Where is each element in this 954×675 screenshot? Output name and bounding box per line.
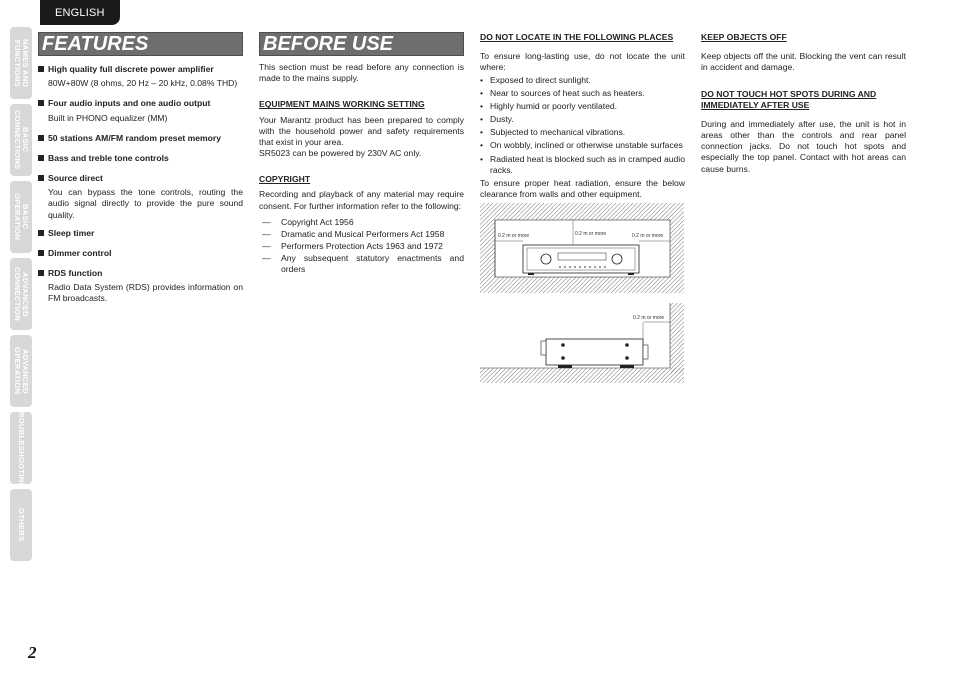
- feature-heading: 50 stations AM/FM random preset memory: [38, 133, 243, 144]
- feature-description: Radio Data System (RDS) provides information on FM broadcasts.: [48, 282, 243, 304]
- side-tab-troubleshooting[interactable]: TROUBLESHOOTING: [10, 412, 32, 484]
- features-title: FEATURES: [38, 32, 243, 56]
- side-tab-advanced-connection[interactable]: ADVANCED CONNECTION: [10, 258, 32, 330]
- feature-heading: High quality full discrete power amplifier: [38, 64, 243, 75]
- side-tab-basic-connections[interactable]: BASIC CONNECTIONS: [10, 104, 32, 176]
- locate-item: • On wobbly, inclined or otherwise unstable surfaces: [480, 140, 685, 151]
- feature-heading: Source direct: [38, 173, 243, 184]
- mains-text: Your Marantz product has been prepared to comply with the household power and safety requirements that exist in your area.: [259, 114, 464, 147]
- clearance-right-label: 0.2 m or more: [632, 233, 664, 239]
- before-use-title: BEFORE USE: [259, 32, 464, 56]
- receiver-display: [558, 253, 606, 260]
- feature-description: You can bypass the tone controls, routing the audio signal directly to provide the pure sound quality.: [48, 187, 243, 220]
- act-item: — Any subsequent statutory enactments and orders: [259, 253, 464, 275]
- feature-heading: Dimmer control: [38, 248, 243, 259]
- mains-text-voltage: SR5023 can be powered by 230V AC only.: [259, 148, 422, 159]
- hot-spots-heading: DO NOT TOUCH HOT SPOTS DURING AND IMMEDIATELY AFTER USE: [701, 88, 877, 110]
- page-number: 2: [28, 643, 37, 662]
- locate-outro: To ensure proper heat radiation, ensure the below clearance from walls and other equipment.: [480, 177, 685, 200]
- receiver-side: [546, 339, 643, 365]
- locate-section: [480, 32, 685, 200]
- locate-item: • Radiated heat is blocked such as in cramped audio racks.: [480, 154, 685, 176]
- locate-item: • Subjected to mechanical vibrations.: [480, 127, 685, 138]
- clearance-diagram: [480, 203, 684, 383]
- before-use-content: [259, 62, 464, 277]
- clearance-side-label: 0.2 m or more: [633, 315, 665, 321]
- before-use-intro: This section must be read before any connection is made to the mains supply.: [259, 62, 464, 84]
- side-tab-advanced-operation[interactable]: ADVANCED OPERATION: [10, 335, 32, 407]
- feature-heading: Bass and treble tone controls: [38, 153, 243, 164]
- keep-objects-text: Keep objects off the unit. Blocking the vent can result in accident and damage.: [701, 51, 906, 73]
- act-item: — Copyright Act 1956: [259, 217, 464, 228]
- keep-objects-heading: KEEP OBJECTS OFF: [701, 32, 787, 42]
- precautions-section: [701, 32, 906, 175]
- copyright-heading: COPYRIGHT: [259, 174, 311, 185]
- locate-item: • Dusty.: [480, 114, 685, 125]
- locate-intro: To ensure long-lasting use, do not locate the unit where:: [480, 51, 685, 73]
- side-view-wall: [670, 303, 684, 373]
- side-view-floor: [480, 368, 684, 383]
- side-tab-names-and-functions[interactable]: NAMES AND FUNCTIONS: [10, 27, 32, 99]
- feature-description: Built in PHONO equalizer (MM): [48, 112, 168, 123]
- feature-heading: Sleep timer: [38, 228, 243, 239]
- locate-item: • Exposed to direct sunlight.: [480, 75, 685, 86]
- side-tab-others[interactable]: OTHERS: [10, 489, 32, 561]
- features-list: [38, 58, 243, 305]
- clearance-top-label: 0.2 m or more: [575, 231, 607, 237]
- clearance-left-label: 0.2 m or more: [498, 233, 530, 239]
- locate-list: [480, 75, 685, 176]
- language-tab[interactable]: ENGLISH: [40, 0, 120, 25]
- act-item: — Dramatic and Musical Performers Act 1958: [259, 229, 464, 240]
- act-item: — Performers Protection Acts 1963 and 1972: [259, 241, 464, 252]
- clearance-diagram-svg: [480, 203, 684, 383]
- volume-knob-left: [541, 254, 551, 264]
- copyright-text: Recording and playback of any material may require consent. For further information refer to the following:: [259, 189, 464, 211]
- volume-knob-right: [612, 254, 622, 264]
- side-tab-basic-operation[interactable]: BASIC OPERATION: [10, 181, 32, 253]
- hot-spots-text: During and immediately after use, the unit is hot in areas other than the controls and rear panel connection jacks. Do not touch hot spots and especially the top panel. Contact with hot areas can cause burns.: [701, 118, 906, 174]
- feature-heading: Four audio inputs and one audio output: [38, 98, 243, 109]
- locate-item: • Highly humid or poorly ventilated.: [480, 101, 685, 112]
- acts-list: [259, 217, 464, 276]
- locate-item: • Near to sources of heat such as heaters.: [480, 88, 685, 99]
- mains-heading: EQUIPMENT MAINS WORKING SETTING: [259, 99, 425, 110]
- feature-heading: RDS function: [38, 268, 243, 279]
- locate-heading: DO NOT LOCATE IN THE FOLLOWING PLACES: [480, 32, 674, 42]
- feature-description: 80W+80W (8 ohms, 20 Hz – 20 kHz, 0.08% THD): [48, 78, 238, 89]
